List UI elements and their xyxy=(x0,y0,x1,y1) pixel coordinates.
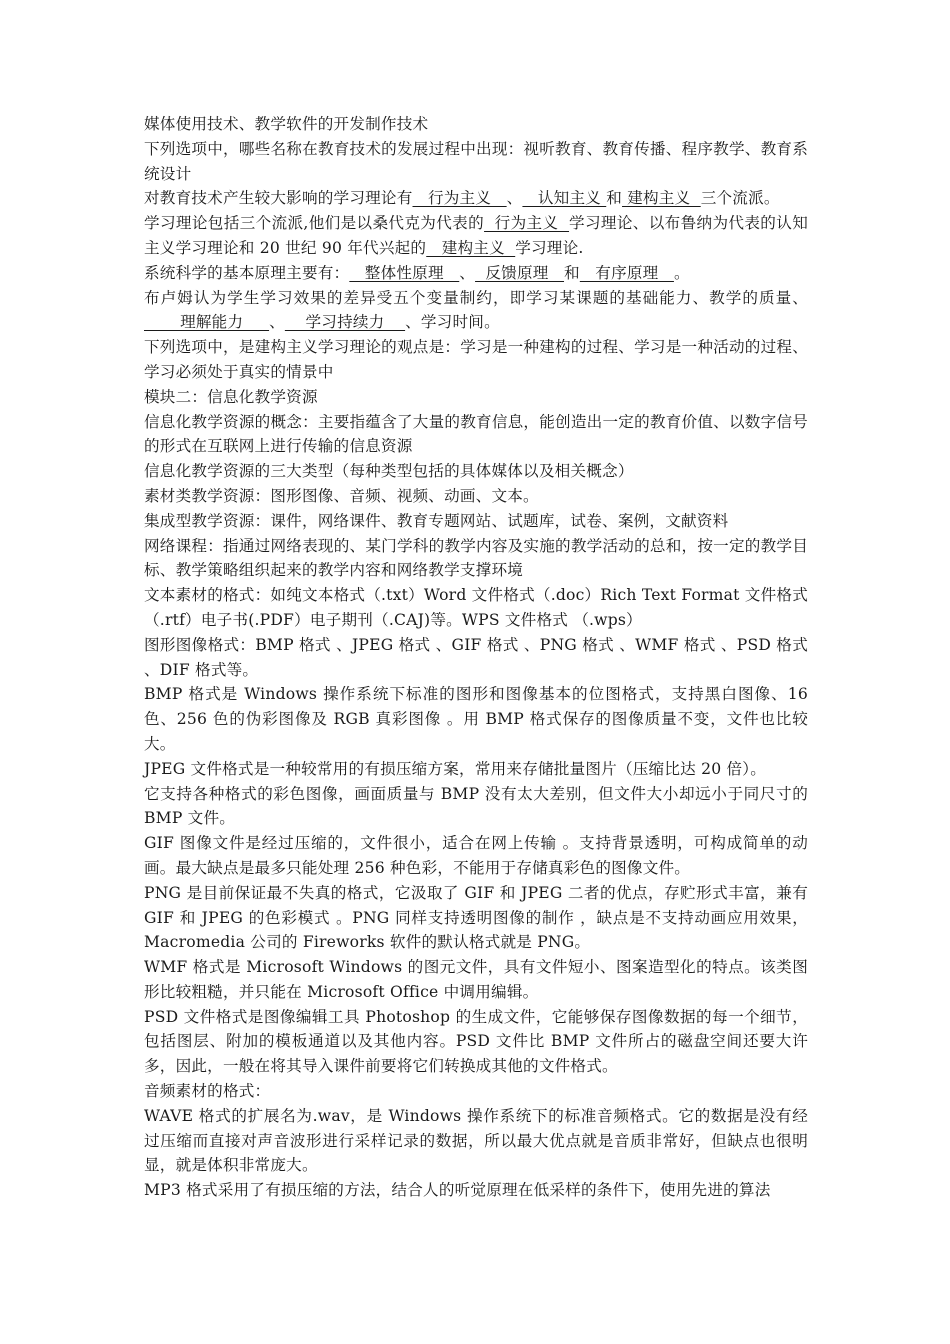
text-segment: 和 xyxy=(564,263,580,282)
text-segment: 学习理论. xyxy=(515,238,584,257)
paragraph-mp3: MP3 格式采用了有损压缩的方法，结合人的听觉原理在低采样的条件下，使用先进的算法 xyxy=(144,1181,771,1200)
paragraph-three-schools xyxy=(144,211,808,261)
paragraph-integrated-resources: 集成型教学资源：课件，网络课件、教育专题网站、试题库，试卷、案例，文献资料 xyxy=(144,511,729,530)
paragraph-media-tech: 媒体使用技术、教学软件的开发制作技术 xyxy=(144,115,429,133)
answer-constructivism: 建构主义 xyxy=(622,189,701,208)
paragraph-resource-types: 信息化教学资源的三大类型（每种类型包括的具体媒体以及相关概念） xyxy=(144,462,634,481)
paragraph-psd: PSD 文件格式是图像编辑工具 Photoshop 的生成文件，它能够保存图像数据的每一个细节，包括图层、附加的模板通道以及其他内容。PSD 文件比 BMP 文件所占的磁盘空间还要大许多，因此，一般在将其导入课件前要将它们转换成其他的文件格式。 xyxy=(144,1007,808,1076)
answer-wholeness: 整体性原理 xyxy=(349,263,460,282)
text-segment: 系统科学的基本原理主要有： xyxy=(144,263,350,282)
answer-comprehension: 理解能力 xyxy=(144,313,270,332)
paragraph-constructivism: 下列选项中，是建构主义学习理论的观点是：学习是一种建构的过程、学习是一种活动的过程、学习必须处于真实的情景中 xyxy=(144,338,808,381)
text-segment: 布卢姆认为学生学习效果的差异受五个变量制约，即学习某课题的基础能力、教学的质量、 xyxy=(144,288,808,307)
paragraph-bloom xyxy=(144,286,808,336)
paragraph-edu-tech-history: 下列选项中，哪些名称在教育技术的发展过程中出现：视听教育、教育传播、程序教学、教育系统设计 xyxy=(144,139,808,183)
paragraph-learning-theories xyxy=(144,186,808,211)
answer-order: 有序原理 xyxy=(579,263,674,282)
text-segment: 。 xyxy=(673,263,690,282)
text-segment: 、学习时间。 xyxy=(405,313,500,332)
text-segment: 三个流派。 xyxy=(700,189,780,208)
answer-behaviorism: 行为主义 xyxy=(484,214,570,233)
answer-behaviorism: 行为主义 xyxy=(412,189,507,208)
paragraph-resource-concept: 信息化教学资源的概念：主要指蕴含了大量的教育信息，能创造出一定的教育价值、以数字信号的形式在互联网上进行传输的信息资源 xyxy=(144,412,808,456)
answer-feedback: 反馈原理 xyxy=(475,263,565,282)
paragraph-jpeg-detail: 它支持各种格式的彩色图像，画面质量与 BMP 没有太大差别，但文件大小却远小于同尺寸的 BMP 文件。 xyxy=(144,784,808,828)
text-segment: 、 xyxy=(506,189,523,208)
paragraph-audio-formats: 音频素材的格式： xyxy=(144,1082,271,1101)
paragraph-material-resources: 素材类教学资源：图形图像、音频、视频、动画、文本。 xyxy=(144,486,539,505)
paragraph-online-course: 网络课程：指通过网络表现的、某门学科的教学内容及实施的教学活动的总和，按一定的教学目标、教学策略组织起来的教学内容和网络教学支撑环境 xyxy=(144,536,808,580)
paragraph-wave: WAVE 格式的扩展名为.wav，是 Windows 操作系统下的标准音频格式。它的数据是没有经过压缩而直接对声音波形进行采样记录的数据，所以最大优点就是音质非常好，但缺点也很明显，就是体积非常庞大。 xyxy=(144,1106,808,1175)
text-segment: 学习理论包括三个流派,他们是以桑代克为代表的 xyxy=(144,214,485,233)
text-segment: 、 xyxy=(459,263,476,282)
text-segment: 对教育技术产生较大影响的学习理论有 xyxy=(144,189,413,208)
paragraph-gif: GIF 图像文件是经过压缩的，文件很小，适合在网上传输 。支持背景透明，可构成简单的动画。最大缺点是最多只能处理 256 种色彩，不能用于存储真彩色的图像文件。 xyxy=(144,834,808,877)
paragraph-image-formats: 图形图像格式：BMP 格式 、JPEG 格式 、GIF 格式 、PNG 格式 、WMF 格式 、PSD 格式 、DIF 格式等。 xyxy=(144,635,808,679)
answer-constructivism: 建构主义 xyxy=(426,238,516,257)
answer-persistence: 学习持续力 xyxy=(284,313,406,332)
document-page xyxy=(144,112,808,1203)
paragraph-png: PNG 是目前保证最不失真的格式，它汲取了 GIF 和 JPEG 二者的优点，存贮形式丰富，兼有 GIF 和 JPEG 的色彩模式 。PNG 同样支持透明图像的制作 ，缺点是不支持动画应用效果，Macromedia 公司的 Fireworks 软件的默认格式就是 PNG。 xyxy=(144,883,808,952)
answer-cognitivism: 认知主义 xyxy=(522,189,607,208)
text-segment: 学习理论、以布鲁纳为代表的认知主义学习理论和 20 世纪 90 年代兴起的 xyxy=(144,214,808,257)
text-segment: 和 xyxy=(606,189,623,208)
paragraph-text-formats: 文本素材的格式：如纯文本格式（.txt）Word 文件格式（.doc）Rich Text Format 文件格式（.rtf）电子书(.PDF）电子期刊（.CAJ)等。WPS 文件格式 （.wps） xyxy=(144,586,808,629)
paragraph-jpeg: JPEG 文件格式是一种较常用的有损压缩方案，常用来存储批量图片（压缩比达 20 倍）。 xyxy=(144,759,767,778)
paragraph-system-science xyxy=(144,261,808,286)
paragraph-wmf: WMF 格式是 Microsoft Windows 的图元文件，具有文件短小、图案造型化的特点。该类图形比较粗糙，并只能在 Microsoft Office 中调用编辑。 xyxy=(144,958,808,1001)
paragraph-bmp: BMP 格式是 Windows 操作系统下标准的图形和图像基本的位图格式，支持黑白图像、16 色、256 色的伪彩图像及 RGB 真彩图像 。用 BMP 格式保存的图像质量不变，文件也比较大。 xyxy=(144,685,808,753)
section-heading-module-two: 模块二：信息化教学资源 xyxy=(144,387,318,406)
text-segment: 、 xyxy=(269,313,285,332)
